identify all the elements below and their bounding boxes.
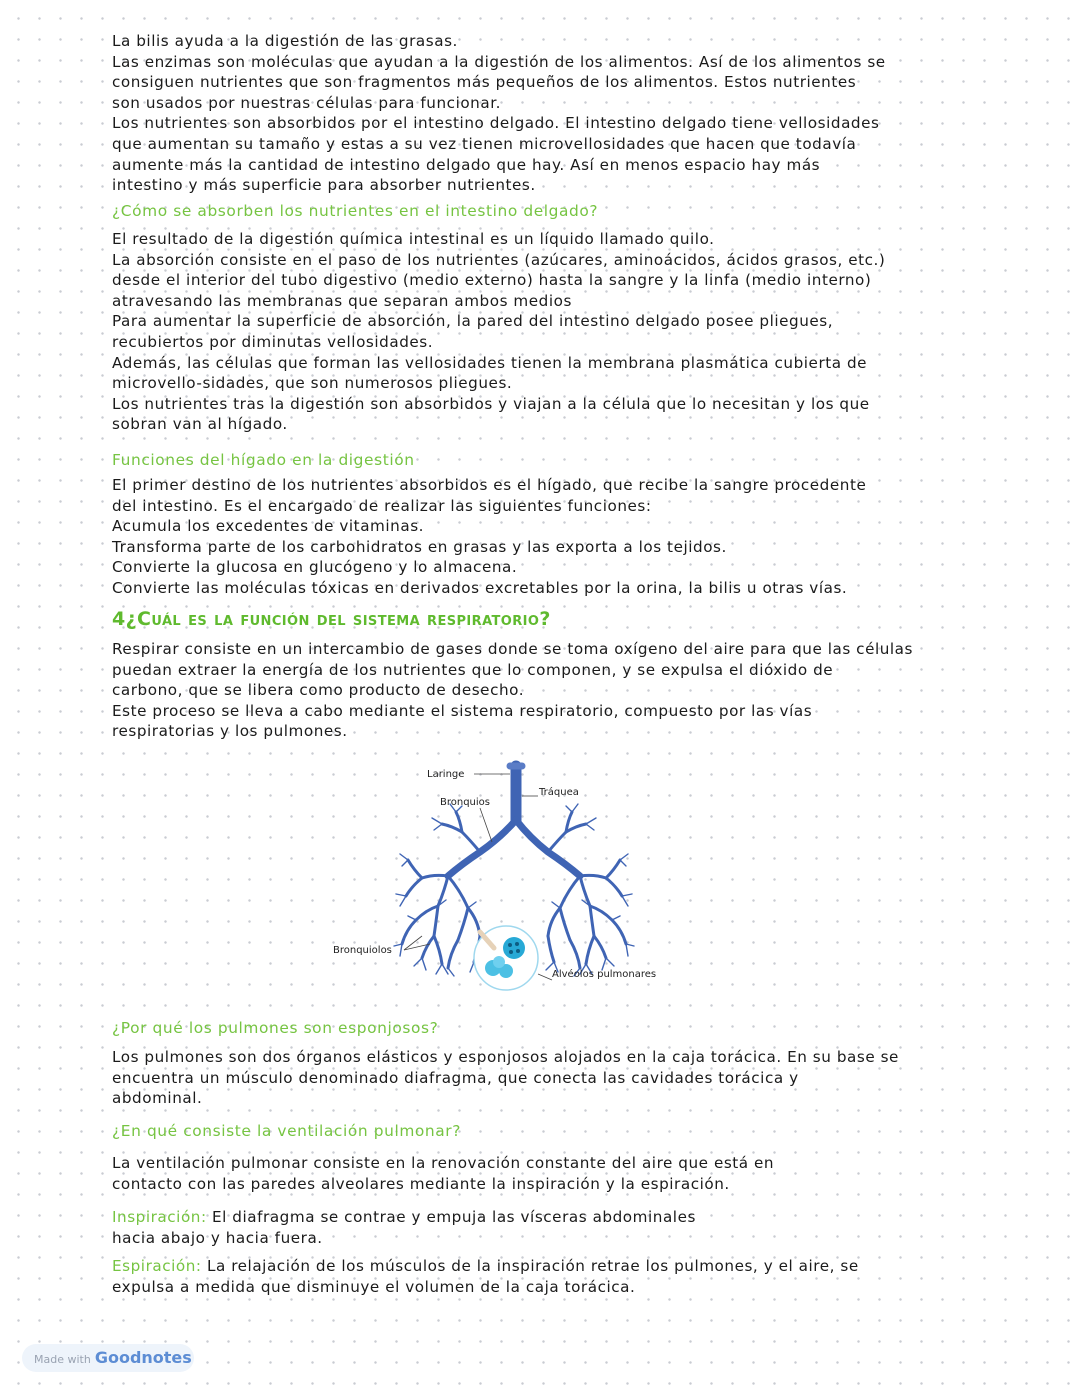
text-line: que aumentan su tamaño y estas a su vez tienen microvellosidades que hacen que todavía — [112, 134, 857, 153]
text-line: carbono, que se libera como producto de desecho. — [112, 681, 525, 700]
text-line: Respirar consiste en un intercambio de gases donde se toma oxígeno del aire para que las células — [112, 640, 914, 658]
made-with-goodnotes-badge[interactable] — [22, 1344, 194, 1372]
text-line: Convierte las moléculas tóxicas en derivados excretables por la orina, la bilis u otras vías. — [112, 578, 848, 597]
text-line: Este proceso se lleva a cabo mediante el sistema respiratorio, compuesto por las vías — [112, 701, 813, 720]
label-bronquiolos: Bronquiolos — [333, 945, 392, 956]
text-line: son usados por nuestras células para funcionar. — [112, 93, 501, 112]
lungs-paragraph — [112, 1047, 1062, 1109]
text-line: Convierte la glucosa en glucógeno y lo almacena. — [112, 558, 518, 577]
badge-prefix: Made with — [34, 1353, 91, 1366]
text-line: consiguen nutrientes que son fragmentos más pequeños de los alimentos. Estos nutrientes — [112, 73, 857, 92]
lungs-illustration — [330, 760, 690, 995]
inspiration-label: Inspiración: — [112, 1208, 207, 1226]
right-bronchial-tree — [548, 812, 626, 968]
text-line: La absorción consiste en el paso de los nutrientes (azúcares, aminoácidos, ácidos grasos, etc.) — [112, 250, 886, 269]
text-line: atravesando las membranas que separan ambos medios — [112, 291, 572, 310]
text-line — [112, 1256, 1062, 1277]
left-bronchial-tree — [402, 812, 480, 968]
label-traquea: Tráquea — [539, 787, 579, 798]
text-line: Para aumentar la superficie de absorción, la pared del intestino delgado posee pliegues, — [112, 312, 834, 331]
label-bronquios: Bronquios — [440, 797, 490, 808]
text-line: Transforma parte de los carbohidratos en grasas y las exporta a los tejidos. — [112, 537, 727, 556]
text-line: El resultado de la digestión química intestinal es un líquido llamado quilo. — [112, 230, 715, 248]
alveolus-detail — [516, 949, 520, 953]
text-line: La ventilación pulmonar consiste en la renovación constante del aire que está en — [112, 1154, 775, 1172]
text-line: expulsa a medida que disminuye el volumen de la caja torácica. — [112, 1277, 636, 1296]
label-laringe: Laringe — [427, 769, 465, 780]
absorption-paragraph — [112, 229, 1062, 435]
alveolus-cluster-icon — [503, 937, 525, 959]
text-line: puedan extraer la energía de los nutrientes que lo componen, y se expulsa el dióxido de — [112, 660, 834, 679]
text-line: encuentra un músculo denominado diafragma, que conecta las cavidades torácica y — [112, 1068, 799, 1087]
text-line: hacia abajo y hacia fuera. — [112, 1228, 323, 1247]
text-line: recubiertos por diminutas vellosidades. — [112, 332, 434, 351]
text-line: abdominal. — [112, 1089, 203, 1108]
alveolus-detail — [508, 943, 512, 947]
alveolus-detail — [509, 950, 513, 954]
text-line: respiratorias y los pulmones. — [112, 722, 348, 741]
text-line: microvello-sidades, que son numerosos pliegues. — [112, 374, 513, 393]
text-line: desde el interior del tubo digestivo (medio externo) hasta la sangre y la linfa (medio interno) — [112, 271, 872, 290]
respiratory-heading: 4¿Cuál es la función del sistema respiratorio? — [112, 608, 551, 630]
lungs-heading: ¿Por qué los pulmones son esponjosos? — [112, 1019, 439, 1037]
inspiration-text: El diafragma se contrae y empuja las vísceras abdominales — [206, 1208, 696, 1226]
liver-heading: Funciones del hígado en la digestión — [112, 451, 415, 469]
text-line: El primer destino de los nutrientes absorbidos es el hígado, que recibe la sangre procedente — [112, 476, 867, 494]
respiratory-system-figure — [330, 760, 690, 995]
text-line: Acumula los excedentes de vitaminas. — [112, 517, 425, 536]
intro-paragraph — [112, 31, 1062, 196]
label-alveolos: Alvéolos pulmonares — [552, 969, 657, 980]
expiration-text: La relajación de los músculos de la inspiración retrae los pulmones, y el aire, se — [201, 1257, 859, 1275]
expiration-paragraph — [112, 1256, 1062, 1297]
inspiration-paragraph — [112, 1207, 1062, 1248]
respiratory-paragraph — [112, 639, 1062, 742]
ventilation-heading: ¿En qué consiste la ventilación pulmonar? — [112, 1122, 462, 1140]
text-line: intestino y más superficie para absorber nutrientes. — [112, 176, 536, 195]
alveolus-detail — [515, 942, 519, 946]
text-line: Los nutrientes son absorbidos por el intestino delgado. El intestino delgado tiene vellosidades — [112, 114, 880, 133]
text-line: del intestino. Es el encargado de realizar las siguientes funciones: — [112, 496, 652, 515]
text-line — [112, 1207, 1062, 1228]
text-line: Las enzimas son moléculas que ayudan a la digestión de los alimentos. Así de los alimentos se — [112, 52, 886, 71]
liver-paragraph — [112, 475, 1062, 599]
expiration-label: Espiración: — [112, 1257, 202, 1275]
text-line: Los nutrientes tras la digestión son absorbidos y viajan a la célula que lo necesitan y los que — [112, 394, 870, 413]
alveolus-icon — [493, 956, 505, 968]
absorption-heading: ¿Cómo se absorben los nutrientes en el intestino delgado? — [112, 202, 599, 220]
text-line: aumente más la cantidad de intestino delgado que hay. Así en menos espacio hay más — [112, 155, 821, 174]
text-line: Además, las células que forman las vellosidades tienen la membrana plasmática cubierta de — [112, 353, 868, 372]
text-line: contacto con las paredes alveolares mediante la inspiración y la espiración. — [112, 1174, 730, 1193]
text-line: Los pulmones son dos órganos elásticos y esponjosos alojados en la caja torácica. En su base se — [112, 1048, 899, 1066]
text-line: La bilis ayuda a la digestión de las grasas. — [112, 32, 458, 50]
ventilation-paragraph — [112, 1153, 1062, 1194]
badge-brand: Goodnotes — [94, 1348, 192, 1367]
text-line: sobran van al hígado. — [112, 415, 288, 434]
